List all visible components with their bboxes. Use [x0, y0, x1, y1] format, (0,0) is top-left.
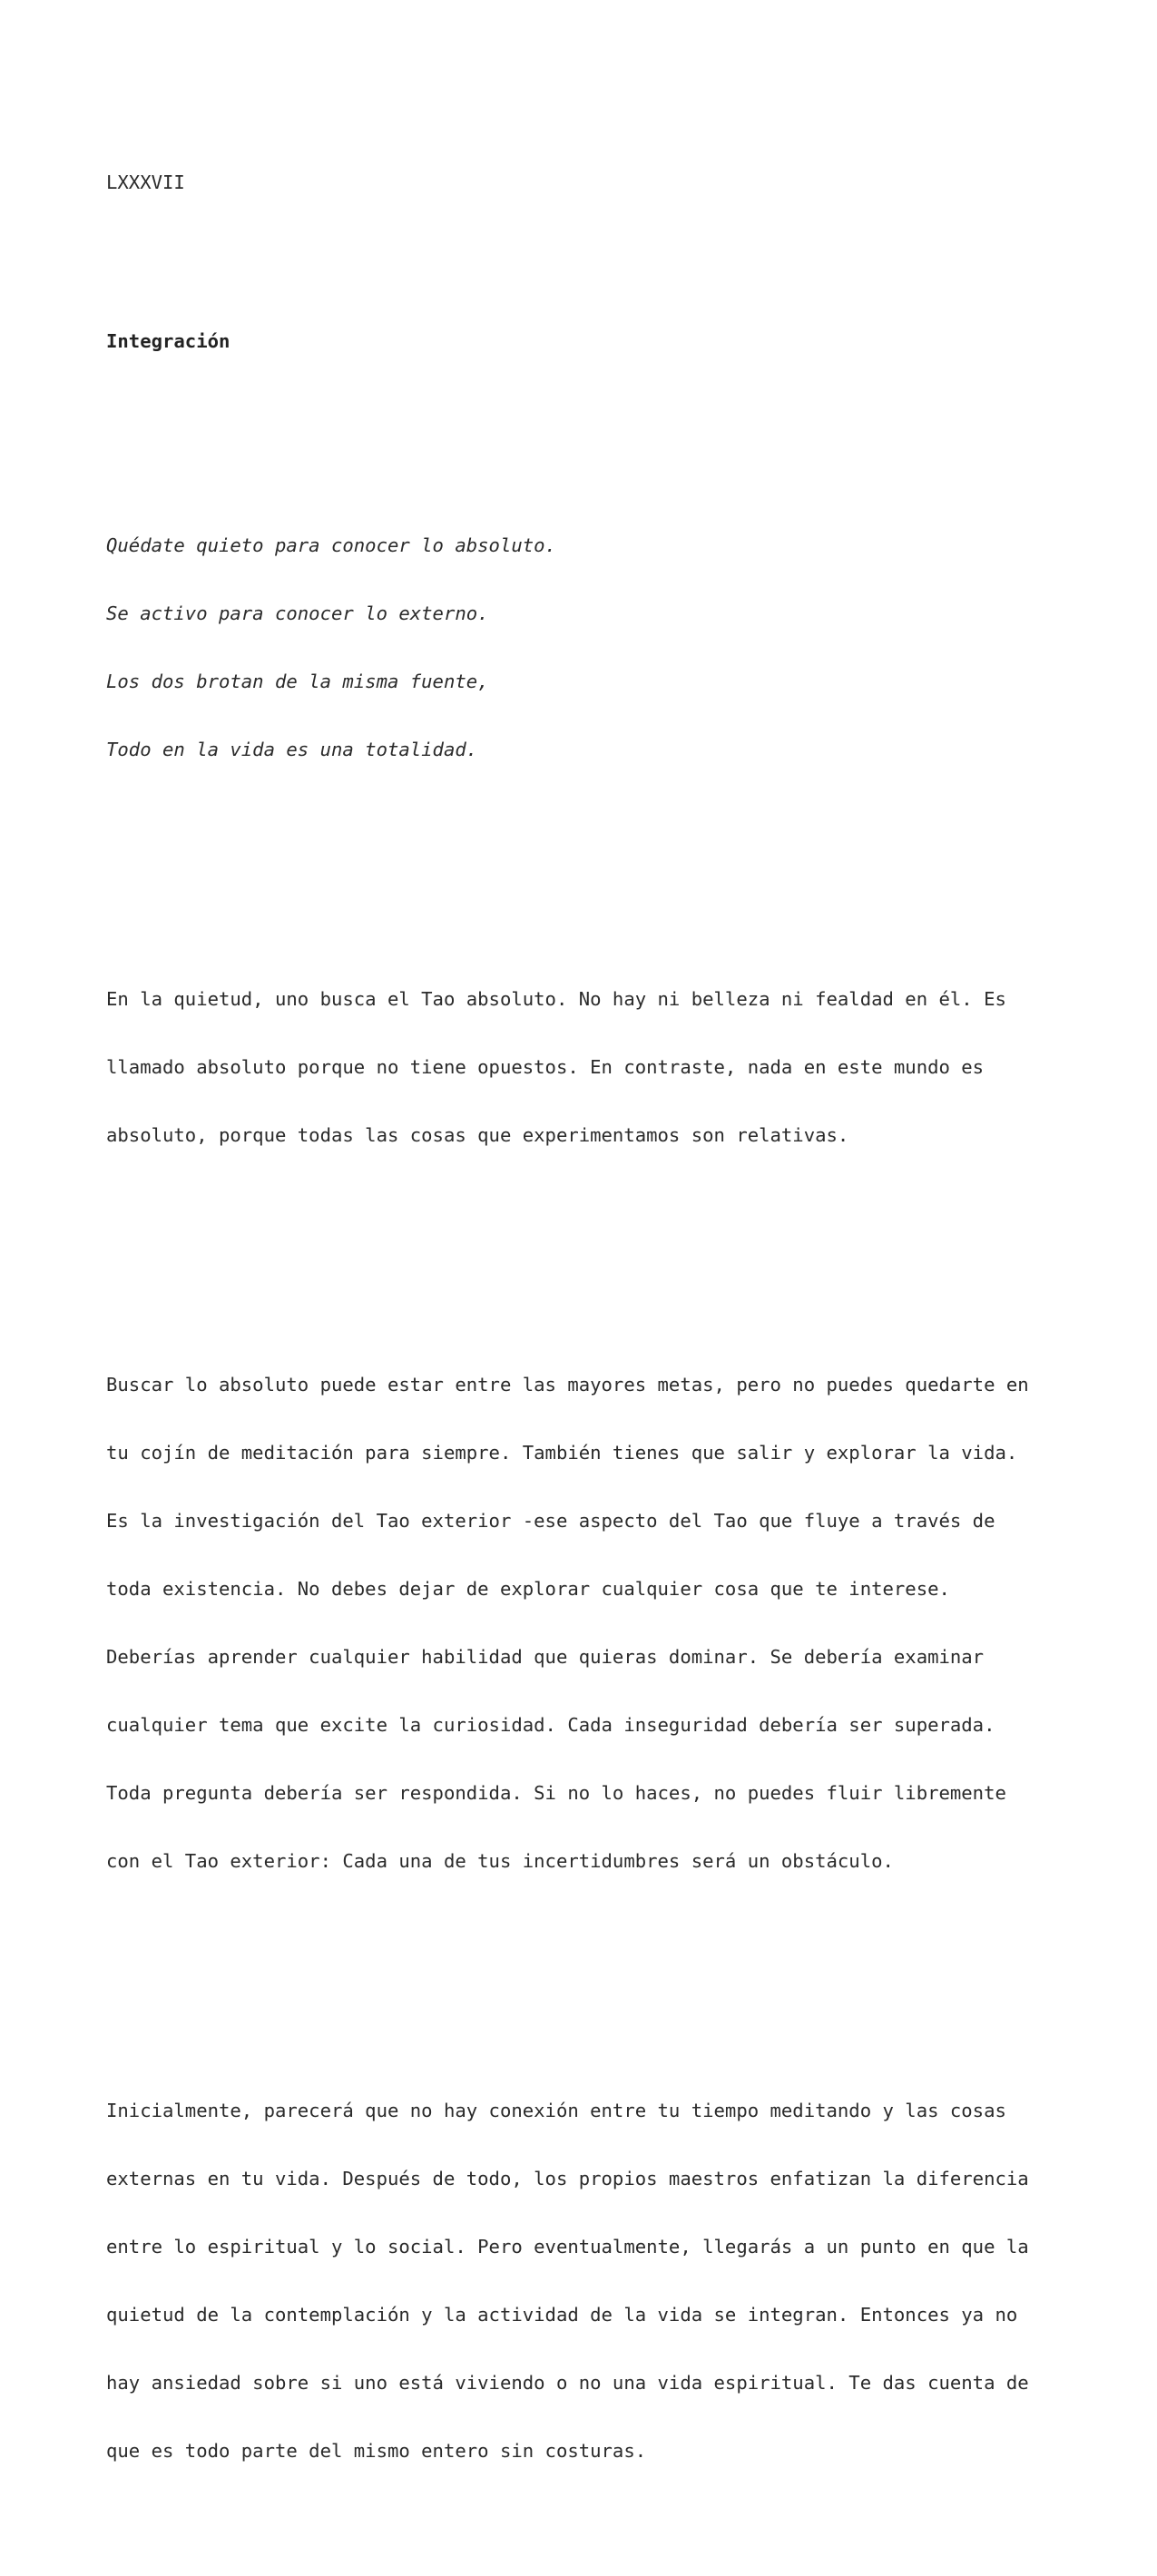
paragraph-line: que es todo parte del mismo entero sin costuras. — [106, 2440, 647, 2462]
spacer — [106, 398, 1059, 421]
verse-line: Los dos brotan de la misma fuente, — [106, 671, 489, 692]
paragraph-line: tu cojín de meditación para siempre. También tienes que salir y explorar la vida. — [106, 1442, 1018, 1464]
paragraph-line: entre lo espiritual y lo social. Pero eventualmente, llegarás a un punto en que la — [106, 2236, 1029, 2258]
paragraph-line: toda existencia. No debes dejar de explorar cualquier cosa que te interese. — [106, 1578, 950, 1600]
paragraph-line: Inicialmente, parecerá que no hay conexión entre tu tiempo meditando y las cosas — [106, 2100, 1006, 2121]
paragraph-2 — [106, 1328, 1059, 1918]
paragraph-line: Es la investigación del Tao exterior -ese aspecto del Tao que fluye a través de — [106, 1510, 995, 1532]
document-text — [106, 103, 1059, 2576]
spacer — [106, 1964, 1059, 1986]
paragraph-line: En la quietud, uno busca el Tao absoluto. No hay ni belleza ni fealdad en él. Es — [106, 988, 1006, 1010]
paragraph-line: hay ansiedad sobre si uno está viviendo o no una vida espiritual. Te das cuenta de — [106, 2372, 1029, 2394]
verse-line: Todo en la vida es una totalidad. — [106, 739, 478, 760]
verse-line: Quédate quieto para conocer lo absoluto. — [106, 534, 556, 556]
paragraph-line: llamado absoluto porque no tiene opuestos. En contraste, nada en este mundo es — [106, 1056, 985, 1078]
paragraph-line: externas en tu vida. Después de todo, los propios maestros enfatizan la diferencia — [106, 2168, 1029, 2189]
paragraph-3 — [106, 2054, 1059, 2508]
paragraph-line: Deberías aprender cualquier habilidad que quieras dominar. Se debería examinar — [106, 1646, 985, 1668]
paragraph-line: absoluto, porque todas las cosas que experimentamos son relativas. — [106, 1124, 849, 1146]
paragraph-1 — [106, 943, 1059, 1192]
paragraph-line: cualquier tema que excite la curiosidad. Cada inseguridad debería ser superada. — [106, 1714, 995, 1736]
verse-line: Se activo para conocer lo externo. — [106, 602, 489, 624]
verse-block — [106, 489, 1059, 807]
spacer — [106, 240, 1059, 262]
chapter-title: Integración — [106, 330, 230, 352]
paragraph-line: Buscar lo absoluto puede estar entre las mayores metas, pero no puedes quedarte en — [106, 1374, 1029, 1396]
spacer — [106, 852, 1059, 875]
chapter-number: LXXXVII — [106, 171, 185, 193]
paragraph-line: quietud de la contemplación y la actividad de la vida se integran. Entonces ya no — [106, 2304, 1018, 2326]
paragraph-line: Toda pregunta debería ser respondida. Si no lo haces, no puedes fluir libremente — [106, 1782, 1006, 1804]
paragraph-line: con el Tao exterior: Cada una de tus incertidumbres será un obstáculo. — [106, 1850, 894, 1872]
spacer — [106, 1238, 1059, 1260]
